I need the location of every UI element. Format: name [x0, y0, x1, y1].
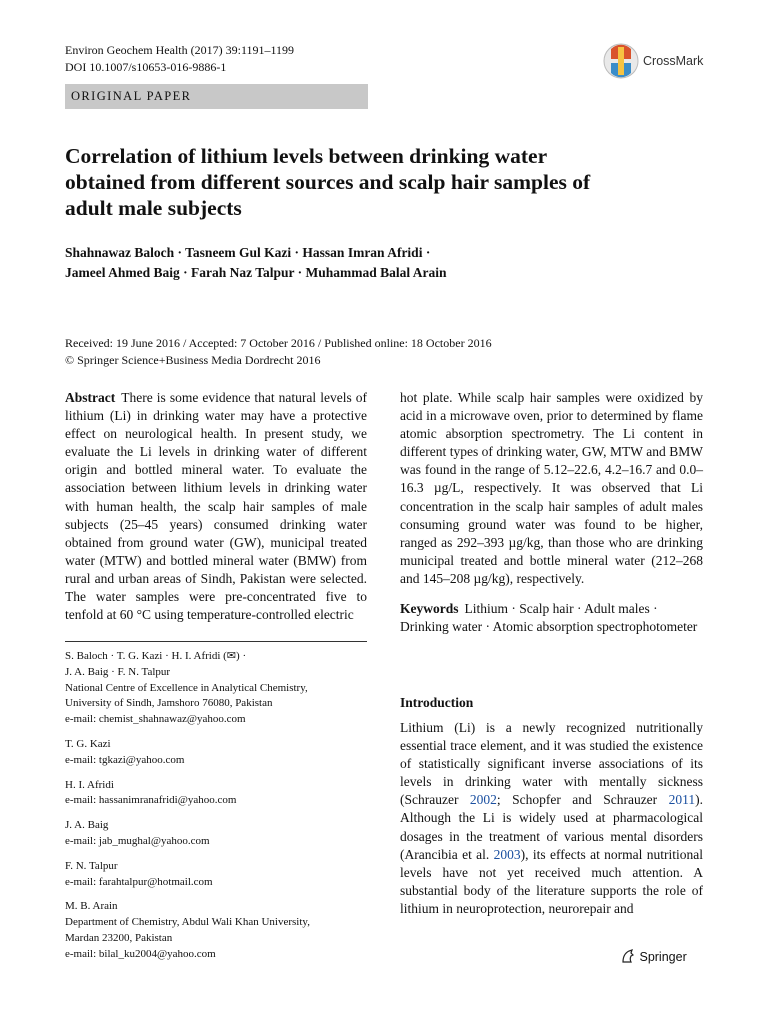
citation-link[interactable]: 2003 — [493, 846, 521, 862]
crossmark-label: CrossMark — [643, 54, 704, 68]
journal-citation — [65, 42, 294, 76]
keywords-text: Lithium · Scalp hair · Adult males · Drinking water · Atomic absorption spectrophotometer — [400, 601, 698, 635]
abstract-right-column — [400, 389, 703, 636]
crossmark-badge[interactable] — [603, 41, 723, 81]
affiliation-line: F. N. Talpur — [65, 859, 118, 872]
affiliation-line: University of Sindh, Jamshoro 76080, Pakistan — [65, 697, 273, 710]
publication-dates — [65, 335, 492, 369]
abstract-label: Abstract — [65, 390, 116, 405]
intro-text: ). Although the Li is widely used at pharmacological dosages in the treatment of various mental disorders (Arancibia et al. — [400, 792, 703, 862]
email-link[interactable]: e-mail: tgkazi@yahoo.com — [65, 753, 185, 766]
affiliation-block — [65, 778, 367, 810]
email-link[interactable]: e-mail: chemist_shahnawaz@yahoo.com — [65, 713, 246, 726]
paper-title: Correlation of lithium levels between drinking water obtained from different sources and scalp hair samples of adult male subjects — [65, 144, 591, 220]
intro-text: ), its effects at normal nutritional levels have not yet received much attention. A substantial body of the literature supports the role of lithium in neuroprotection, neurorepair and — [400, 846, 704, 916]
affiliation-block — [65, 859, 367, 891]
affiliation-block — [65, 737, 367, 769]
copyright-line: © Springer Science+Business Media Dordrecht 2016 — [65, 353, 321, 367]
doi-line: DOI 10.1007/s10653-016-9886-1 — [65, 60, 227, 74]
springer-horse-icon — [620, 948, 636, 964]
intro-text: ; Schopfer and Schrauzer — [496, 792, 669, 808]
abstract-text-right: hot plate. While scalp hair samples were oxidized by acid in a microwave oven, prior to determined by flame atomic absorption spectrometry. The Li content in different types of drinking water, GW, MTW and BMW was found in the range of 5.12–22.6, 4.2–16.7 and 0.0–16.3 µg/L, respectively. It was observed that Li concentration in the scalp hair samples of adult males consuming ground water was found to be higher, ranged as 292–393 µg/kg, than those who are drinking municipal treated and bottle mineral water (212–268 and 145–208 µg/kg), respectively. — [400, 390, 703, 586]
dates-line: Received: 19 June 2016 / Accepted: 7 October 2016 / Published online: 18 October 2016 — [65, 336, 492, 350]
journal-line: Environ Geochem Health (2017) 39:1191–1199 — [65, 43, 295, 57]
crossmark-icon — [603, 41, 639, 81]
keywords-label: Keywords — [400, 601, 459, 617]
abstract-left-column — [65, 389, 367, 624]
affiliation-line: H. I. Afridi — [65, 778, 114, 791]
affiliation-line: S. Baloch · T. G. Kazi · H. I. Afridi (✉) · — [65, 650, 247, 662]
email-link[interactable]: e-mail: bilal_ku2004@yahoo.com — [65, 947, 216, 960]
authors-line-2: Jameel Ahmed Baig · Farah Naz Talpur · Muhammad Balal Arain — [65, 265, 447, 280]
affiliation-line: Department of Chemistry, Abdul Wali Khan University, — [65, 916, 310, 929]
affiliation-line: National Centre of Excellence in Analytical Chemistry, — [65, 681, 308, 694]
email-link[interactable]: e-mail: jab_mughal@yahoo.com — [65, 834, 210, 847]
keywords — [400, 600, 703, 636]
introduction-text — [400, 719, 703, 918]
publisher-name: Springer — [639, 950, 687, 964]
springer-logo — [620, 948, 687, 964]
affiliation-line: J. A. Baig — [65, 819, 109, 832]
authors-line-1: Shahnawaz Baloch · Tasneem Gul Kazi · Hassan Imran Afridi · — [65, 245, 431, 260]
affiliation-block — [65, 899, 367, 962]
footnote-divider — [65, 641, 367, 642]
intro-text: Lithium (Li) is a newly recognized nutritionally essential trace element, and it was studied the existence of statistically significant inverse associations of its levels in drinking water with mentally sickness (Schrauzer — [400, 720, 703, 808]
affiliation-line: T. G. Kazi — [65, 737, 111, 750]
affiliation-block — [65, 649, 367, 728]
affiliation-line: J. A. Baig · F. N. Talpur — [65, 665, 171, 678]
article-type-badge: ORIGINAL PAPER — [65, 84, 368, 109]
affiliations — [65, 649, 367, 972]
email-link[interactable]: e-mail: hassanimranafridi@yahoo.com — [65, 794, 237, 807]
abstract-text-left: There is some evidence that natural levels of lithium (Li) in drinking water may have a protective effect on neurological health. In present study, we evaluate the Li levels in drinking water of different origin and bottled mineral water. To evaluate the association between lithium levels in drinking water with human health, the scalp hair samples of male subjects (25–45 years) consumed drinking water obtained from ground water (GW), municipal treated water (MTW) and bottled mineral water (BMW) from rural and urban areas of Sindh, Pakistan were selected. The water samples were pre-concentrated five to tenfold at 60 °C using temperature-controlled electric — [65, 390, 367, 623]
author-list — [65, 243, 665, 283]
citation-link[interactable]: 2011 — [668, 792, 696, 808]
affiliation-block — [65, 818, 367, 850]
affiliation-line: M. B. Arain — [65, 900, 118, 913]
email-link[interactable]: e-mail: farahtalpur@hotmail.com — [65, 875, 213, 888]
citation-link[interactable]: 2002 — [469, 792, 497, 808]
introduction-heading: Introduction — [400, 695, 474, 710]
affiliation-line: Mardan 23200, Pakistan — [65, 931, 173, 944]
